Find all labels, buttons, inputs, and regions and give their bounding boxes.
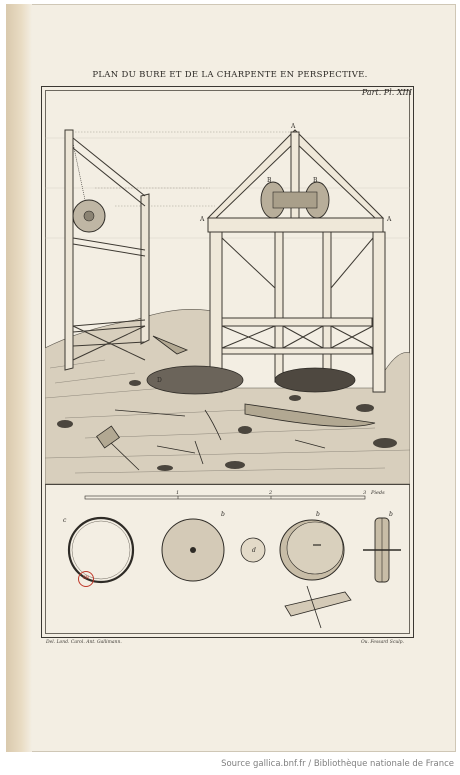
pulley-hub xyxy=(84,211,94,221)
wheel-side-b xyxy=(363,518,401,582)
plate-divider xyxy=(45,484,410,485)
stamp-text: BN xyxy=(83,575,89,580)
scale-mark-1: 1 xyxy=(176,490,180,496)
wheel-face-hub xyxy=(190,547,196,553)
label-d-lower: d xyxy=(252,547,256,554)
headframe-engraving xyxy=(45,98,410,484)
library-stamp xyxy=(78,571,94,587)
engraver-credit-left: Del. Lond. Carol. Ant. Gallimann. xyxy=(46,640,122,645)
label-left-a: A xyxy=(200,216,205,223)
label-b-left: B xyxy=(267,177,272,184)
rope xyxy=(73,143,85,200)
label-b-2: b xyxy=(316,511,320,518)
shaft-mouth-right xyxy=(275,368,355,392)
label-right-a: A xyxy=(387,216,392,223)
label-b-3: b xyxy=(389,511,393,518)
scale-mark-2: 2 xyxy=(269,490,273,496)
iron-ring-c xyxy=(69,518,133,582)
label-top-a: A xyxy=(291,123,296,130)
engraver-credit-right: Ou. Fessard Sculp. xyxy=(360,640,404,645)
label-d: D xyxy=(157,377,162,384)
label-b-right: B xyxy=(313,177,318,184)
scale-unit: Pieds xyxy=(371,490,385,496)
plate-number: Part. Pl. XIII xyxy=(361,88,412,97)
plate-title: PLAN DU BURE ET DE LA CHARPENTE EN PERSPECTIVE. xyxy=(92,70,368,80)
label-b-1: b xyxy=(221,511,225,518)
label-c: c xyxy=(63,517,67,524)
axle-detail xyxy=(285,586,351,628)
detail-diagrams xyxy=(45,488,410,634)
page-spine-shadow xyxy=(6,4,32,752)
scale-bar xyxy=(85,490,385,499)
scale-mark-3: 3 xyxy=(363,490,367,496)
main-headframe xyxy=(208,130,385,392)
source-attribution[interactable]: Source gallica.bnf.fr / Bibliothèque nationale de France xyxy=(221,759,454,769)
drum-axle xyxy=(273,192,317,208)
